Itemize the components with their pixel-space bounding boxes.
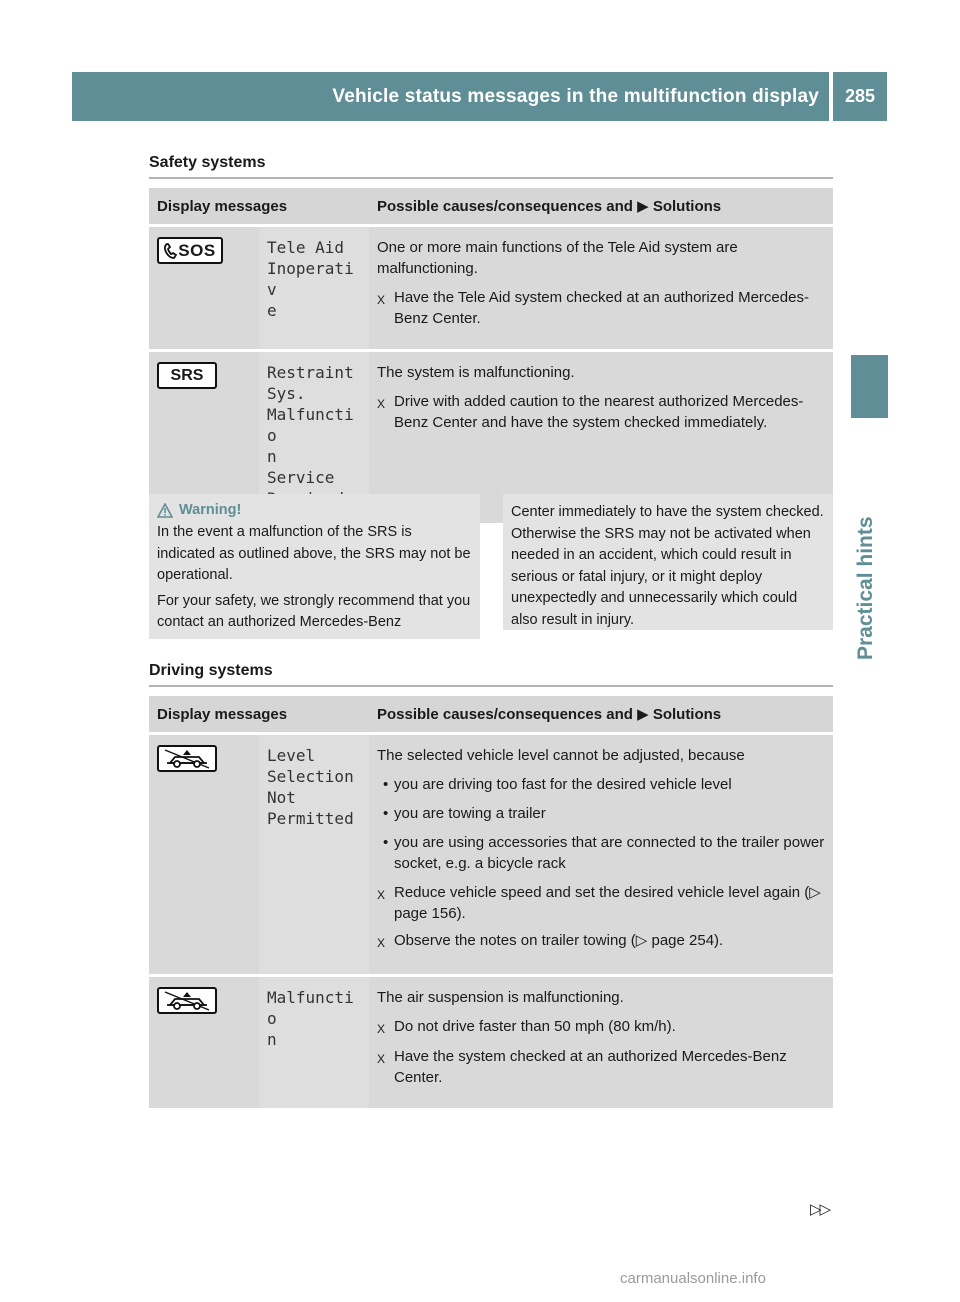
table-row	[149, 226, 833, 351]
icon-cell	[149, 976, 259, 1110]
air-suspension-icon	[157, 987, 217, 1014]
icon-cell	[149, 734, 259, 976]
list-item: • you are driving too fast for the desired vehicle level	[383, 776, 732, 793]
section-title-safety: Safety systems	[149, 154, 833, 179]
solution-step: X Drive with added caution to the nearest authorized Mercedes-Benz Center and have the system checked immediately.	[377, 393, 804, 431]
phone-icon	[164, 243, 178, 259]
warning-text: For your safety, we strongly recommend that you contact an authorized Mercedes-Benz	[157, 592, 471, 630]
display-message: Restraint Sys. Malfunctio n Service	[259, 351, 369, 525]
column-header-solutions: Possible causes/consequences and ▶ Solutions	[369, 696, 833, 734]
watermark: carmanualsonline.info	[620, 1270, 766, 1287]
solution-step: X Have the system checked at an authorized Mercedes-Benz Center.	[377, 1048, 787, 1086]
warning-text: Center immediately to have the system checked. Otherwise the SRS may not be activated when needed in an accident, which could result in serious or fatal injury, or it might deploy unexpectedly and unnecessarily which could also result in injury.	[511, 504, 824, 628]
continued-next-page-icon: ▷▷	[810, 1201, 830, 1218]
table-header-row	[149, 188, 833, 226]
column-header-display: Display messages	[149, 188, 369, 226]
driving-systems-table	[149, 696, 833, 1111]
solution-step: X Do not drive faster than 50 mph (80 km/h).	[377, 1016, 825, 1040]
safety-systems-table	[149, 188, 833, 526]
step-arrow-icon: X	[377, 936, 386, 950]
table-row	[149, 734, 833, 976]
solutions-cell: One or more main functions of the Tele Aid system are malfunctioning. X Have the Tele Aid system checked at an authorized Mercedes-Benz Center.	[369, 226, 833, 351]
warning-heading: Warning!	[157, 502, 472, 518]
icon-cell	[149, 226, 259, 351]
header-title: Vehicle status messages in the multifunction display	[72, 72, 829, 121]
column-header-display: Display messages	[149, 696, 369, 734]
list-item: • you are towing a trailer	[383, 805, 546, 822]
chapter-tab-marker	[851, 355, 888, 418]
warning-box-continued	[503, 494, 833, 630]
solutions-cell: The system is malfunctioning. X Drive with added caution to the nearest authorized Mercedes-Benz Center and have the system checked immediately.	[369, 351, 833, 525]
solution-step: X Observe the notes on trailer towing (▷ page 254).	[377, 930, 825, 954]
page-header	[72, 72, 887, 121]
table-header-row	[149, 696, 833, 734]
warning-triangle-icon	[157, 503, 173, 518]
step-arrow-icon: X	[377, 397, 386, 411]
display-message: Tele Aid Inoperativ e	[259, 226, 369, 351]
solutions-cell: The selected vehicle level cannot be adjusted, because • you are driving too fast for the desired vehicle level • you are towing a trailer • you are using accessories that are connected to the trailer power socket, e.g. a bicycle rack X Reduce vehicle speed and set the desired vehicle level again (▷ page 156). X Observe the notes on trailer towing (▷ page 254).	[369, 734, 833, 976]
sos-icon: SOS	[157, 237, 223, 264]
srs-icon: SRS	[157, 362, 217, 389]
warning-text: In the event a malfunction of the SRS is indicated as outlined above, the SRS may not be operational.	[157, 524, 471, 583]
chapter-label: Practical hints	[854, 516, 877, 660]
step-arrow-icon: X	[377, 888, 386, 902]
list-item: • you are using accessories that are connected to the trailer power socket, e.g. a bicycle rack	[383, 834, 825, 872]
column-header-solutions: Possible causes/consequences and ▶ Solutions	[369, 188, 833, 226]
vehicle-level-icon	[157, 745, 217, 772]
section-title-driving: Driving systems	[149, 662, 833, 687]
page-number: 285	[833, 72, 887, 121]
step-arrow-icon: X	[377, 293, 386, 307]
table-row	[149, 976, 833, 1110]
warning-box	[149, 494, 480, 639]
display-message: Malfunctio n	[259, 976, 369, 1110]
display-message: Level Selection Not Permitted	[259, 734, 369, 976]
step-arrow-icon: X	[377, 1052, 386, 1066]
solutions-cell: The air suspension is malfunctioning. X Do not drive faster than 50 mph (80 km/h). X Have the system checked at an authorized Mercedes-Benz Center.	[369, 976, 833, 1110]
solution-step: X Reduce vehicle speed and set the desired vehicle level again (▷ page 156).	[377, 884, 821, 922]
step-arrow-icon: X	[377, 1022, 386, 1036]
solution-step: X Have the Tele Aid system checked at an authorized Mercedes-Benz Center.	[377, 289, 809, 327]
